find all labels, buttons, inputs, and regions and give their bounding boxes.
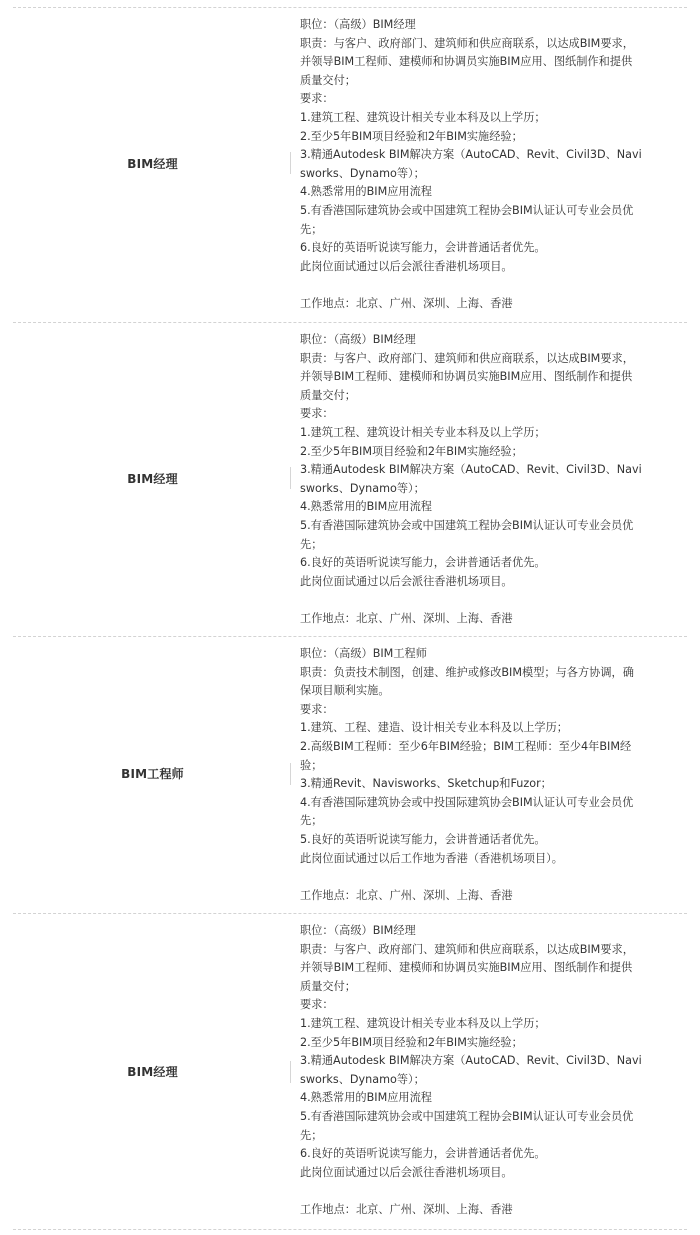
desc-line: sworks、Dynamo等）； bbox=[300, 1072, 425, 1086]
table-row bbox=[13, 7, 687, 318]
table-row bbox=[13, 322, 687, 633]
job-title-cell bbox=[13, 637, 292, 910]
desc-line: 并领导BIM工程师、建模师和协调员实施BIM应用、图纸制作和提供 bbox=[300, 370, 633, 384]
job-title: BIM工程师 bbox=[121, 767, 184, 781]
desc-line: 先； bbox=[300, 1128, 323, 1142]
desc-line: 此岗位面试通过以后会派往香港机场项目。 bbox=[300, 1165, 513, 1179]
job-title-cell bbox=[13, 8, 292, 318]
job-title: BIM经理 bbox=[127, 1065, 178, 1079]
desc-line: 3.精通Autodesk BIM解决方案（AutoCAD、Revit、Civil3D、Navi bbox=[300, 1054, 642, 1068]
job-title-cell bbox=[13, 914, 292, 1229]
job-title: BIM经理 bbox=[127, 471, 178, 486]
spacer bbox=[300, 1182, 685, 1201]
desc-line: 先； bbox=[300, 814, 323, 828]
desc-line: 职位：（高级）BIM工程师 bbox=[300, 647, 427, 660]
table-row bbox=[13, 913, 687, 1230]
desc-line: 3.精通Revit、Navisworks、Sketchup和Fuzor； bbox=[300, 777, 552, 791]
cell-divider bbox=[290, 152, 291, 174]
desc-line: 4.熟悉常用的BIM应用流程 bbox=[300, 185, 432, 199]
spacer bbox=[300, 591, 685, 610]
desc-line: 4.有香港国际建筑协会或中投国际建筑协会BIM认证认可专业会员优 bbox=[300, 795, 634, 809]
desc-line: 职位：（高级）BIM经理 bbox=[300, 333, 416, 346]
desc-line: 1.建筑工程、建筑设计相关专业本科及以上学历； bbox=[300, 1016, 546, 1030]
desc-line: 6.良好的英语听说读写能力，会讲普通话者优先。 bbox=[300, 1147, 546, 1161]
desc-line: 6.良好的英语听说读写能力，会讲普通话者优先。 bbox=[300, 241, 546, 255]
spacer bbox=[300, 276, 685, 295]
desc-line: 4.熟悉常用的BIM应用流程 bbox=[300, 500, 432, 514]
cell-divider bbox=[290, 467, 291, 489]
desc-line: 5.有香港国际建筑协会或中国建筑工程协会BIM认证认可专业会员优 bbox=[300, 1109, 634, 1123]
desc-line: 并领导BIM工程师、建模师和协调员实施BIM应用、图纸制作和提供 bbox=[300, 55, 633, 69]
desc-line: 2.高级BIM工程师：至少6年BIM经验；BIM工程师：至少4年BIM经 bbox=[300, 739, 632, 753]
desc-line: 此岗位面试通过以后工作地为香港（香港机场项目）。 bbox=[300, 851, 563, 865]
desc-line: 4.熟悉常用的BIM应用流程 bbox=[300, 1091, 432, 1105]
desc-line: 要求： bbox=[300, 702, 334, 716]
desc-line: 质量交付； bbox=[300, 388, 356, 402]
desc-line: 要求： bbox=[300, 998, 334, 1012]
desc-line: 要求： bbox=[300, 92, 334, 106]
desc-line: 2.至少5年BIM项目经验和2年BIM实施经验； bbox=[300, 129, 523, 143]
desc-line: 职责：负责技术制图，创建、维护或修改BIM模型；与各方协调，确 bbox=[300, 665, 634, 679]
desc-line: 先； bbox=[300, 537, 323, 551]
job-title: BIM经理 bbox=[127, 156, 178, 171]
desc-line: 职责：与客户、政府部门、建筑师和供应商联系，以达成BIM要求， bbox=[300, 942, 634, 956]
desc-line: 并领导BIM工程师、建模师和协调员实施BIM应用、图纸制作和提供 bbox=[300, 961, 633, 975]
desc-line: 此岗位面试通过以后会派往香港机场项目。 bbox=[300, 574, 513, 588]
desc-line: sworks、Dynamo等）； bbox=[300, 166, 425, 180]
desc-line: 1.建筑、工程、建造、设计相关专业本科及以上学历； bbox=[300, 721, 568, 735]
desc-line: 2.至少5年BIM项目经验和2年BIM实施经验； bbox=[300, 444, 523, 458]
desc-line: sworks、Dynamo等）； bbox=[300, 481, 425, 495]
job-description-cell bbox=[300, 16, 685, 314]
desc-line: 2.至少5年BIM项目经验和2年BIM实施经验； bbox=[300, 1035, 523, 1049]
desc-line: 1.建筑工程、建筑设计相关专业本科及以上学历； bbox=[300, 110, 546, 124]
job-title-cell bbox=[13, 323, 292, 633]
desc-line: 要求： bbox=[300, 407, 334, 421]
work-location: 工作地点：北京、广州、深圳、上海、香港 bbox=[300, 888, 513, 902]
work-location: 工作地点：北京、广州、深圳、上海、香港 bbox=[300, 611, 513, 625]
work-location: 工作地点：北京、广州、深圳、上海、香港 bbox=[300, 1202, 513, 1216]
job-description-cell bbox=[300, 331, 685, 629]
work-location: 工作地点：北京、广州、深圳、上海、香港 bbox=[300, 296, 513, 310]
cell-divider bbox=[290, 1061, 291, 1083]
desc-line: 1.建筑工程、建筑设计相关专业本科及以上学历； bbox=[300, 425, 546, 439]
desc-line: 质量交付； bbox=[300, 979, 356, 993]
desc-line: 先； bbox=[300, 222, 323, 236]
spacer bbox=[300, 868, 685, 887]
table-row bbox=[13, 636, 687, 910]
desc-line: 5.良好的英语听说读写能力，会讲普通话者优先。 bbox=[300, 832, 546, 846]
desc-line: 保项目顺利实施。 bbox=[300, 684, 390, 698]
desc-line: 5.有香港国际建筑协会或中国建筑工程协会BIM认证认可专业会员优 bbox=[300, 518, 634, 532]
desc-line: 3.精通Autodesk BIM解决方案（AutoCAD、Revit、Civil3D、Navi bbox=[300, 148, 642, 162]
desc-line: 此岗位面试通过以后会派往香港机场项目。 bbox=[300, 259, 513, 273]
desc-line: 质量交付； bbox=[300, 73, 356, 87]
desc-line: 职责：与客户、政府部门、建筑师和供应商联系，以达成BIM要求， bbox=[300, 36, 634, 50]
desc-line: 5.有香港国际建筑协会或中国建筑工程协会BIM认证认可专业会员优 bbox=[300, 203, 634, 217]
desc-line: 3.精通Autodesk BIM解决方案（AutoCAD、Revit、Civil3D、Navi bbox=[300, 463, 642, 477]
desc-line: 职位：（高级）BIM经理 bbox=[300, 18, 416, 31]
job-description-cell bbox=[300, 922, 685, 1220]
desc-line: 验； bbox=[300, 758, 323, 772]
desc-line: 职责：与客户、政府部门、建筑师和供应商联系，以达成BIM要求， bbox=[300, 351, 634, 365]
job-description-cell bbox=[300, 645, 685, 905]
desc-line: 6.良好的英语听说读写能力，会讲普通话者优先。 bbox=[300, 556, 546, 570]
cell-divider bbox=[290, 763, 291, 785]
desc-line: 职位：（高级）BIM经理 bbox=[300, 924, 416, 937]
